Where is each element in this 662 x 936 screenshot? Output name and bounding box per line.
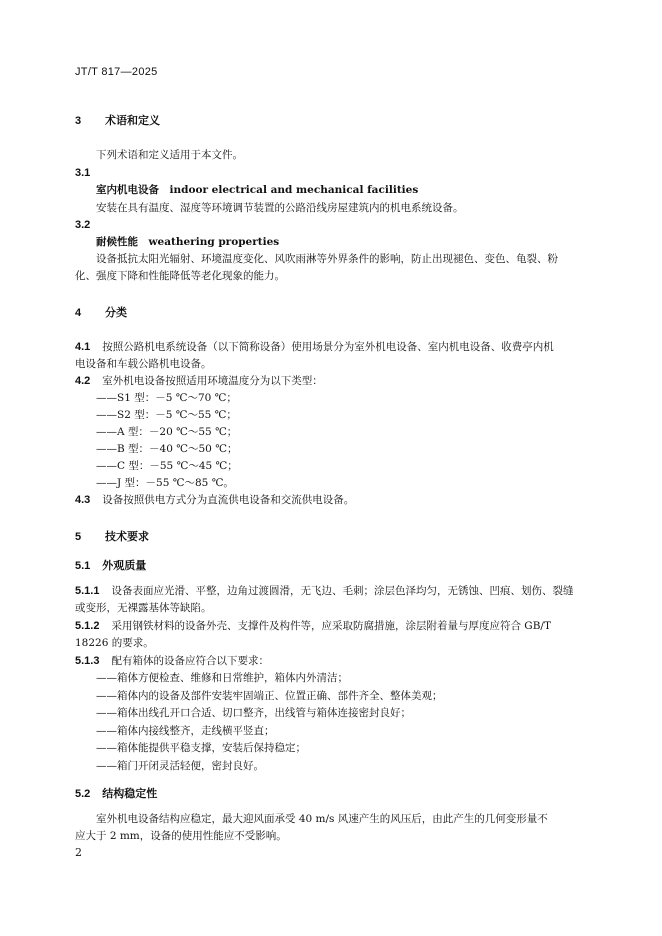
clause-5-1-1-line2: 或变形，无裸露基体等缺陷。 (75, 602, 212, 614)
clause-5-2-line1: 室外机电设备结构应稳定，最大迎风面承受 40 m/s 风速产生的风压后，由此产生的几何变形量不 (96, 813, 548, 825)
type-item-b: ——B 型：－40 ℃～50 ℃； (96, 443, 238, 455)
clause-5-1-2-line2: 18226 的要求。 (75, 637, 154, 649)
clause-number: 5.1.3 (75, 655, 100, 667)
type-item-c: ——C 型：－55 ℃～45 ℃； (96, 460, 238, 472)
clause-number: 4.2 (75, 375, 91, 387)
clause-5-1-3 (75, 652, 269, 670)
box-requirement-item: ——箱门开闭灵活轻便，密封良好。 (96, 760, 264, 772)
section-title: 结构稳定性 (102, 788, 158, 800)
term-3-2-number: 3.2 (75, 219, 91, 231)
box-requirement-item: ——箱体内接线整齐，走线横平竖直； (96, 725, 275, 737)
section-title: 技术要求 (105, 531, 149, 543)
clause-4-3 (75, 491, 354, 509)
section-number: 5 (75, 531, 82, 543)
clause-4-1-line2: 电设备和车载公路机电设备。 (75, 358, 212, 370)
clause-5-2-line2: 应大于 2 mm，设备的使用性能应不受影响。 (75, 830, 287, 842)
clause-text: 设备按照供电方式分为直流供电设备和交流供电设备。 (102, 494, 355, 506)
type-item-a: ——A 型：－20 ℃～55 ℃； (96, 426, 238, 438)
document-id-header: JT/T 817—2025 (75, 66, 158, 78)
box-requirement-item: ——箱体方便检查、维修和日常维护，箱体内外清洁； (96, 672, 348, 684)
term-3-1-title: 室内机电设备 indoor electrical and mechanical facilities (96, 184, 419, 196)
box-requirement-item: ——箱体能提供平稳支撑，安装后保持稳定； (96, 742, 306, 754)
clause-number: 5.1.1 (75, 585, 100, 597)
section-5-1-heading (75, 557, 146, 573)
clause-number: 4.1 (75, 341, 91, 353)
clause-5-1-1-line1 (75, 582, 573, 600)
type-item-s1: ——S1 型：－5 ℃～70 ℃； (96, 392, 237, 404)
clause-4-2 (75, 372, 323, 390)
section-5-heading (75, 528, 149, 544)
section-number: 5.1 (75, 560, 91, 572)
clause-text: 采用钢铁材料的设备外壳、支撑件及构件等，应采取防腐措施，涂层附着量与厚度应符合 GB/T (111, 620, 551, 632)
clause-5-1-2-line1 (75, 617, 551, 635)
term-3-1-number: 3.1 (75, 167, 91, 179)
section-3-intro: 下列术语和定义适用于本文件。 (96, 149, 243, 161)
section-title: 分类 (105, 307, 127, 319)
box-requirement-item: ——箱体内的设备及部件安装牢固端正、位置正确、部件齐全、整体美观； (96, 690, 443, 702)
term-3-1-definition: 安装在具有温度、湿度等环境调节装置的公路沿线房屋建筑内的机电系统设备。 (96, 202, 464, 214)
section-title: 术语和定义 (105, 115, 160, 127)
clause-number: 5.1.2 (75, 620, 100, 632)
term-3-2-title: 耐候性能 weathering properties (96, 236, 280, 248)
page-number: 2 (75, 846, 82, 859)
clause-4-1-line1 (75, 338, 554, 356)
section-4-heading (75, 304, 127, 320)
term-3-2-definition-line2: 化、强度下降和性能降低等老化现象的能力。 (75, 270, 285, 282)
type-item-s2: ——S2 型：－5 ℃～55 ℃； (96, 409, 237, 421)
clause-text: 配有箱体的设备应符合以下要求： (111, 655, 269, 667)
clause-number: 4.3 (75, 494, 91, 506)
clause-text: 按照公路机电系统设备（以下简称设备）使用场景分为室外机电设备、室内机电设备、收费亭内机 (102, 341, 554, 353)
box-requirement-item: ——箱体出线孔开口合适、切口整齐，出线管与箱体连接密封良好； (96, 707, 411, 719)
section-number: 3 (75, 115, 82, 127)
term-3-2-definition-line1: 设备抵抗太阳光辐射、环境温度变化、风吹雨淋等外界条件的影响，防止出现褪色、变色、龟裂、粉 (96, 253, 558, 265)
type-item-j: ——J 型：－55 ℃～85 ℃。 (96, 477, 234, 489)
section-5-2-heading (75, 785, 157, 801)
section-number: 5.2 (75, 788, 91, 800)
section-number: 4 (75, 307, 82, 319)
clause-text: 设备表面应光滑、平整，边角过渡圆滑，无飞边、毛刺；涂层色泽均匀，无锈蚀、凹痕、划伤、裂缝 (111, 585, 574, 597)
clause-text: 室外机电设备按照适用环境温度分为以下类型： (102, 375, 323, 387)
section-title: 外观质量 (102, 560, 147, 572)
section-3-heading (75, 112, 160, 128)
